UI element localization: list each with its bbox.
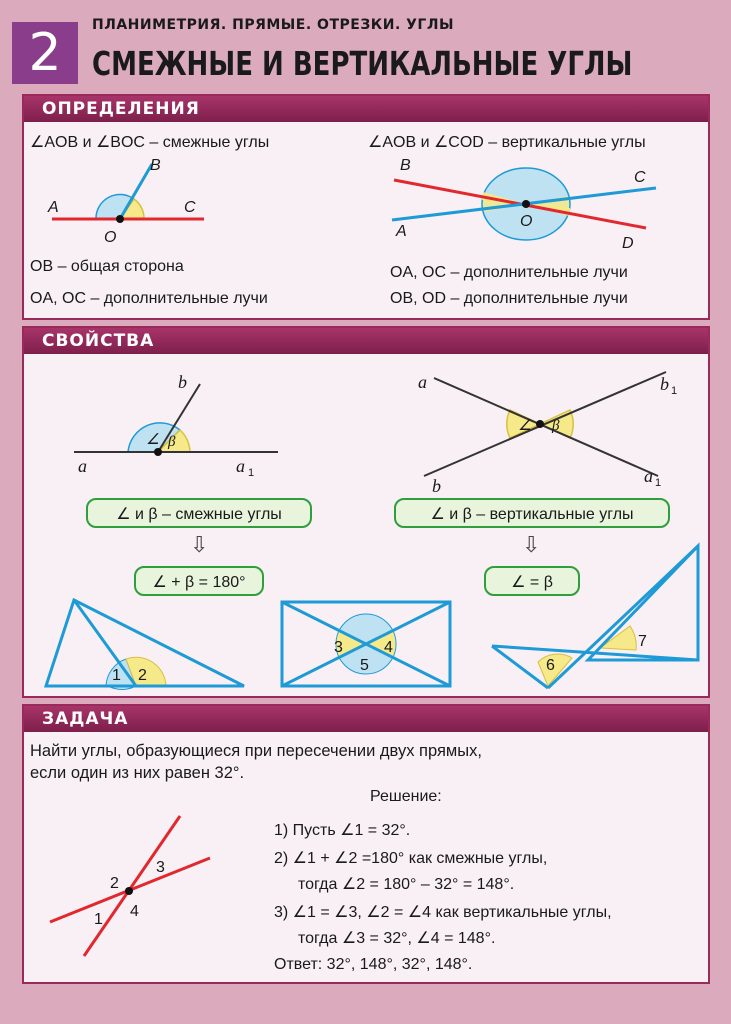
solution-answer: Ответ: 32°, 148°, 32°, 148°. [274, 956, 473, 973]
solution-step-3b: тогда ∠3 = 32°, ∠4 = 148°. [298, 930, 496, 947]
solution-step-2b: тогда ∠2 = 180° – 32° = 148°. [298, 876, 515, 893]
definitions-heading: ОПРЕДЕЛЕНИЯ [24, 96, 708, 122]
task-angle-2: 2 [110, 875, 119, 892]
prop-vert-label-a1-sub: 1 [655, 477, 662, 489]
rectangle-angle-3: 3 [334, 639, 343, 656]
adjacent-note-rays: OA, OC – дополнительные лучи [30, 290, 268, 307]
adjacent-statement: ∠ и β – смежные углы [86, 498, 312, 528]
solution-step-2: 2) ∠1 + ∠2 =180° как смежные углы, [274, 850, 548, 867]
vertical-note-rays-1: OA, OC – дополнительные лучи [390, 264, 628, 281]
prop-vert-label-a1: a [644, 466, 653, 486]
chapter-number: 2 [12, 22, 78, 84]
vertical-statement: ∠ и β – вертикальные углы [394, 498, 670, 528]
right-triangle-angle-7: 7 [638, 633, 647, 650]
adj-label-o: O [104, 229, 117, 246]
task-angle-3: 3 [156, 859, 165, 876]
vertical-result: ∠ = β [484, 566, 580, 596]
example-rectangle [280, 600, 456, 692]
prop-adj-alpha: ∠ [146, 432, 160, 448]
triangle-angle-1: 1 [112, 667, 121, 684]
vertical-property-figure [414, 364, 694, 494]
vertical-note-rays-2: OB, OD – дополнительные лучи [390, 290, 628, 307]
adjacent-caption: ∠AOB и ∠BOC – смежные углы [30, 134, 270, 151]
triangle-angle-2: 2 [138, 667, 147, 684]
prop-vert-alpha: ∠ [518, 418, 532, 434]
solution-step-1: 1) Пусть ∠1 = 32°. [274, 822, 411, 839]
right-triangle-angle-6: 6 [546, 657, 555, 674]
adjacent-angles-figure [34, 156, 254, 246]
example-right-triangle [488, 542, 704, 692]
vert-label-c: C [634, 169, 646, 186]
prop-adj-label-a1-sub: 1 [248, 467, 255, 479]
topic-label: ПЛАНИМЕТРИЯ. ПРЯМЫЕ. ОТРЕЗКИ. УГЛЫ [92, 17, 454, 33]
adjacent-note-common-side: OB – общая сторона [30, 258, 184, 275]
prop-vert-label-b: b [432, 476, 441, 496]
example-triangle [42, 596, 252, 692]
vert-label-d: D [622, 235, 634, 252]
adjacent-result: ∠ + β = 180° [134, 566, 264, 596]
prop-adj-label-a: a [78, 456, 87, 476]
vertical-caption: ∠AOB и ∠COD – вертикальные углы [368, 134, 646, 151]
problem-line-2: если один из них равен 32°. [30, 764, 245, 782]
adj-label-c: C [184, 199, 196, 216]
task-angle-1: 1 [94, 911, 103, 928]
adjacent-arrow-icon: ⇩ [190, 532, 209, 557]
adj-label-b: B [150, 157, 161, 174]
adjacent-property-figure [64, 368, 294, 478]
prop-vert-label-b1: b [660, 374, 669, 394]
properties-heading: СВОЙСТВА [24, 328, 708, 354]
prop-vert-label-b1-sub: 1 [671, 385, 678, 397]
prop-vert-label-a: a [418, 372, 427, 392]
task-panel [22, 704, 710, 984]
vert-label-a: A [396, 223, 407, 240]
rectangle-angle-4: 4 [384, 639, 393, 656]
task-heading: ЗАДАЧА [24, 706, 708, 732]
properties-panel [22, 326, 710, 698]
rectangle-angle-5: 5 [360, 657, 369, 674]
task-figure [44, 812, 214, 962]
definitions-panel [22, 94, 710, 320]
vert-label-o: O [520, 213, 533, 230]
prop-vert-beta: β [552, 418, 560, 434]
adj-label-a: A [48, 199, 59, 216]
vertical-angles-figure [384, 156, 674, 256]
prop-adj-label-a1: a [236, 456, 245, 476]
page-title: СМЕЖНЫЕ И ВЕРТИКАЛЬНЫЕ УГЛЫ [92, 46, 633, 84]
task-angle-4: 4 [130, 903, 139, 920]
solution-title: Решение: [370, 788, 442, 805]
prop-adj-beta: β [168, 434, 176, 450]
problem-line-1: Найти углы, образующиеся при пересечении двух прямых, [30, 742, 482, 760]
solution-step-3: 3) ∠1 = ∠3, ∠2 = ∠4 как вертикальные углы, [274, 904, 612, 921]
vert-label-b: B [400, 157, 411, 174]
prop-adj-label-b: b [178, 372, 187, 392]
vertical-arrow-icon: ⇩ [522, 532, 541, 557]
